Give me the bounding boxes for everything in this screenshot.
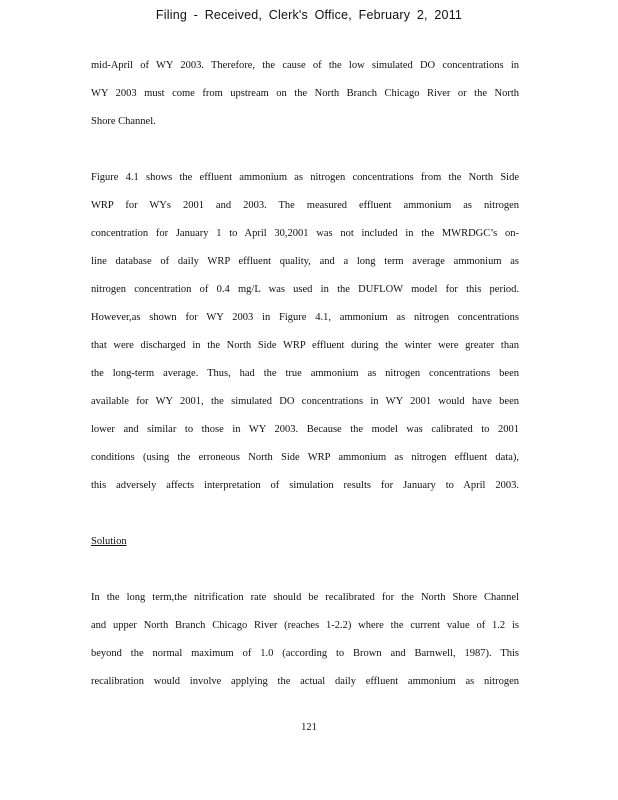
- paragraph-line: that were discharged in the North Side WRP effluent during the winter were greater than: [91, 340, 519, 351]
- paragraph-line: WRP for WYs 2001 and 2003. The measured effluent ammonium as nitrogen: [91, 200, 519, 211]
- paragraph-spacer: [91, 563, 519, 591]
- section-heading-row: [91, 535, 519, 563]
- paragraph-spacer: [91, 143, 519, 171]
- section-heading: Solution: [91, 536, 127, 547]
- paragraph-line: In the long term,the nitrification rate should be recalibrated for the North Shore Channel: [91, 592, 519, 603]
- page-number: 121: [301, 722, 317, 733]
- paragraph-line: Figure 4.1 shows the effluent ammonium as nitrogen concentrations from the North Side: [91, 172, 519, 183]
- paragraph-line: lower and similar to those in WY 2003. Because the model was calibrated to 2001: [91, 424, 519, 435]
- paragraph-line: recalibration would involve applying the actual daily effluent ammonium as nitrogen: [91, 676, 519, 687]
- filing-header: Filing - Received, Clerk's Office, February 2, 2011: [155, 8, 463, 22]
- paragraph-line: and upper North Branch Chicago River (reaches 1-2.2) where the current value of 1.2 is: [91, 620, 519, 631]
- paragraph-line: conditions (using the erroneous North Side WRP ammonium as nitrogen effluent data),: [91, 452, 519, 463]
- paragraph-line: mid-April of WY 2003. Therefore, the cause of the low simulated DO concentrations in: [91, 60, 519, 71]
- paragraph-line: line database of daily WRP effluent quality, and a long term average ammonium as: [91, 256, 519, 267]
- document-body: [91, 59, 519, 703]
- paragraph-line: nitrogen concentration of 0.4 mg/L was used in the DUFLOW model for this period.: [91, 284, 519, 295]
- paragraph-line: beyond the normal maximum of 1.0 (according to Brown and Barnwell, 1987). This: [91, 648, 519, 659]
- paragraph-spacer: [91, 507, 519, 535]
- paragraph-1: [91, 59, 519, 143]
- paragraph-line: this adversely affects interpretation of simulation results for January to April 2003.: [91, 480, 519, 491]
- paragraph-line: WY 2003 must come from upstream on the North Branch Chicago River or the North: [91, 88, 519, 99]
- paragraph-line: However,as shown for WY 2003 in Figure 4.1, ammonium as nitrogen concentrations: [91, 312, 519, 323]
- paragraph-line: available for WY 2001, the simulated DO concentrations in WY 2001 would have been: [91, 396, 519, 407]
- paragraph-line: concentration for January 1 to April 30,2001 was not included in the MWRDGC’s on-: [91, 228, 519, 239]
- paragraph-line: the long-term average. Thus, had the true ammonium as nitrogen concentrations been: [91, 368, 519, 379]
- paragraph-3: [91, 591, 519, 703]
- paragraph-line: Shore Channel.: [91, 116, 156, 127]
- paragraph-2: [91, 171, 519, 507]
